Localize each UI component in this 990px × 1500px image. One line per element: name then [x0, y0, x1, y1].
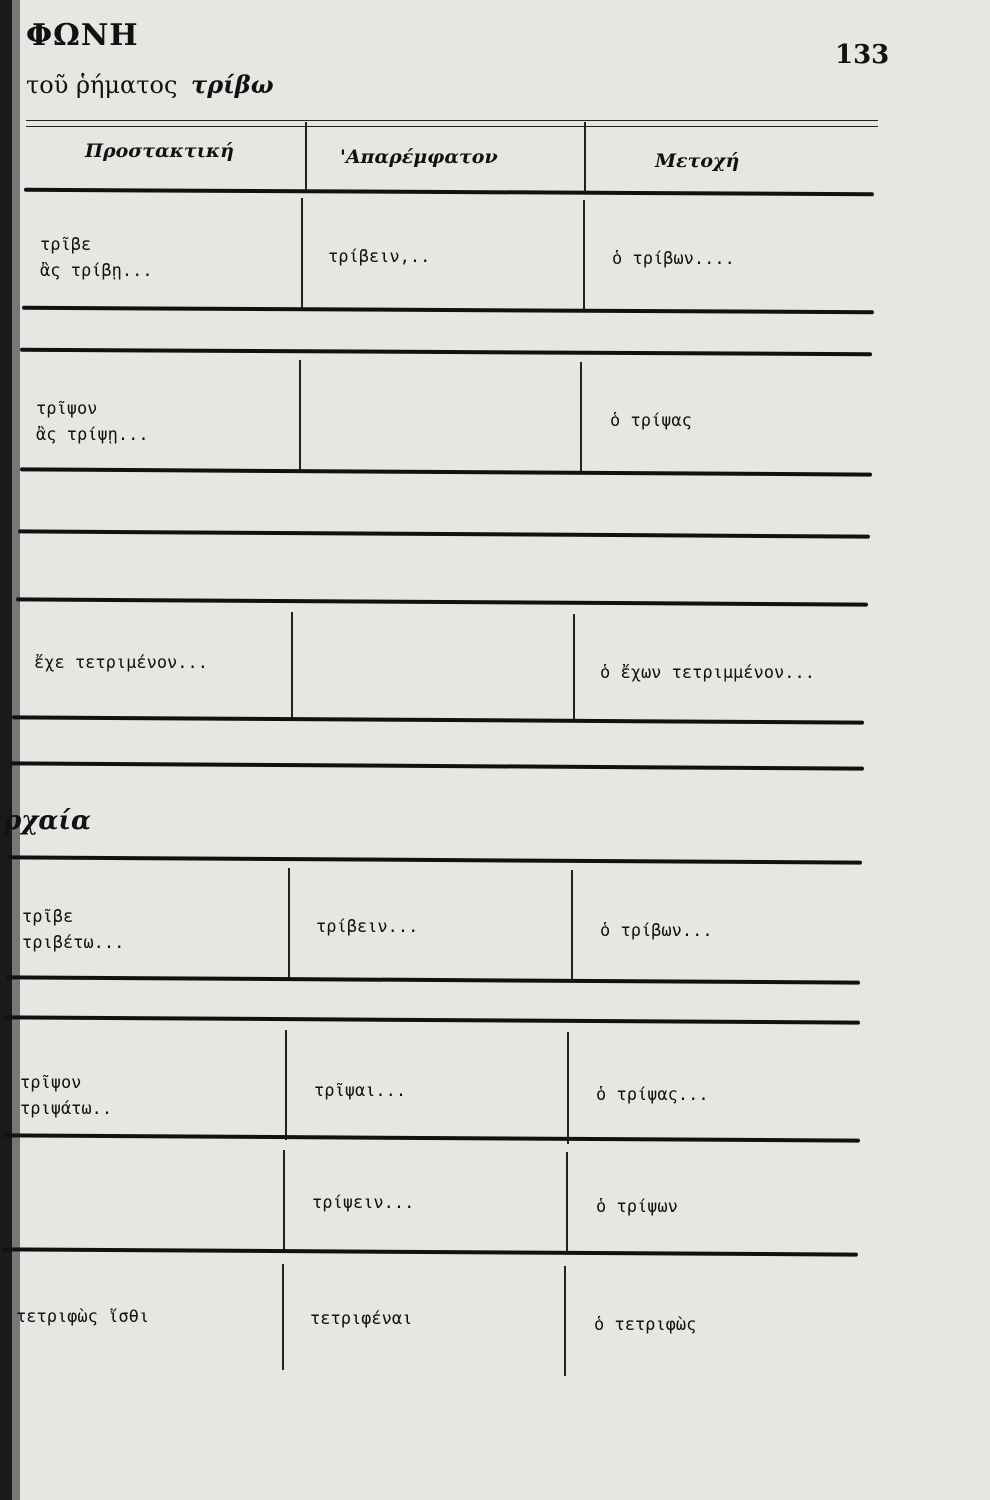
cell-line: ὁ ἔχων τετριμμένον...: [600, 663, 815, 683]
cell-line: ὁ τρίβων...: [600, 921, 713, 941]
cell-imperative: [22, 904, 124, 956]
column-divider: [282, 1264, 284, 1370]
cell-line: τρίβειν...: [316, 917, 419, 937]
cell-imperative: [40, 232, 153, 284]
section-heading-ancient: ρχαία: [4, 806, 91, 836]
cell-participle: [596, 1082, 709, 1108]
top-rule: [26, 120, 878, 121]
row-rule: [22, 306, 874, 314]
subtitle-verb: τρίβω: [191, 70, 274, 99]
subtitle: [26, 70, 274, 99]
cell-line: τριψάτω..: [20, 1099, 113, 1119]
row-rule: [18, 529, 870, 538]
cell-line: ἔχε τετριμένον...: [34, 653, 208, 673]
column-divider: [291, 612, 293, 718]
cell-line: τρῖβε: [40, 235, 92, 255]
cell-line: ὁ τρίψας: [610, 411, 692, 431]
cell-line: τρίβειν,..: [328, 247, 431, 267]
cell-line: τετριφὼς ἴσθι: [16, 1307, 150, 1327]
top-rule-2: [26, 126, 878, 127]
column-divider: [566, 1152, 568, 1252]
cell-imperative: [36, 396, 149, 448]
column-divider: [299, 360, 301, 472]
cell-infinitive: [312, 1190, 414, 1216]
row-rule: [12, 715, 864, 724]
column-divider: [573, 614, 575, 720]
cell-participle: [600, 918, 713, 944]
col-head-infinitive: 'Απαρέμφατον: [340, 146, 498, 168]
cell-line: τρῖβε: [22, 907, 74, 927]
book-spine: [0, 0, 12, 1500]
row-rule: [24, 188, 874, 196]
column-divider: [288, 868, 290, 978]
cell-participle: [600, 660, 815, 686]
column-divider: [564, 1266, 566, 1376]
cell-line: τρίψειν...: [312, 1193, 415, 1213]
page-number: 133: [835, 40, 890, 70]
cell-imperative: [16, 1304, 149, 1330]
cell-line: ἂς τρίψῃ...: [36, 425, 149, 445]
header-title: ΦΩΝΗ: [26, 18, 139, 53]
cell-line: ἂς τρίβῃ...: [40, 261, 153, 281]
column-divider: [583, 200, 585, 310]
cell-infinitive: [310, 1306, 412, 1332]
row-rule: [4, 1015, 860, 1024]
cell-line: ὁ τρίβων....: [612, 249, 735, 269]
cell-line: τρῖψαι...: [314, 1081, 407, 1101]
cell-line: τριβέτω...: [22, 933, 125, 953]
column-divider: [567, 1032, 569, 1144]
row-rule: [6, 975, 860, 984]
cell-line: ὁ τρίψων: [596, 1197, 678, 1217]
column-divider: [285, 1030, 287, 1140]
cell-participle: [610, 408, 692, 434]
subtitle-prefix: τοῦ ῥήματος: [26, 71, 178, 99]
book-spine-shadow: [12, 0, 20, 1500]
col-head-imperative: Προστακτική: [85, 140, 234, 162]
row-rule: [2, 1247, 858, 1256]
cell-line: ὁ τετριφὼς: [594, 1315, 697, 1335]
row-rule: [20, 348, 872, 356]
column-divider: [301, 198, 303, 308]
cell-infinitive: [314, 1078, 406, 1104]
column-divider: [580, 362, 582, 474]
column-divider: [305, 122, 307, 190]
row-rule: [10, 761, 864, 770]
cell-participle: [594, 1312, 696, 1338]
cell-imperative: [34, 650, 208, 676]
row-rule: [16, 597, 868, 606]
col-head-participle: Μετοχή: [655, 150, 740, 172]
cell-imperative: [20, 1070, 112, 1122]
cell-line: τετριφέναι: [310, 1309, 413, 1329]
cell-line: ὁ τρίψας...: [596, 1085, 709, 1105]
cell-participle: [596, 1194, 678, 1220]
row-rule: [4, 1133, 860, 1142]
row-rule: [8, 855, 862, 864]
column-divider: [283, 1150, 285, 1250]
row-rule: [20, 467, 872, 476]
column-divider: [584, 122, 586, 194]
cell-line: τρῖψον: [36, 399, 98, 419]
cell-line: τρῖψον: [20, 1073, 82, 1093]
cell-participle: [612, 246, 735, 272]
cell-infinitive: [328, 244, 430, 270]
column-divider: [571, 870, 573, 982]
cell-infinitive: [316, 914, 418, 940]
